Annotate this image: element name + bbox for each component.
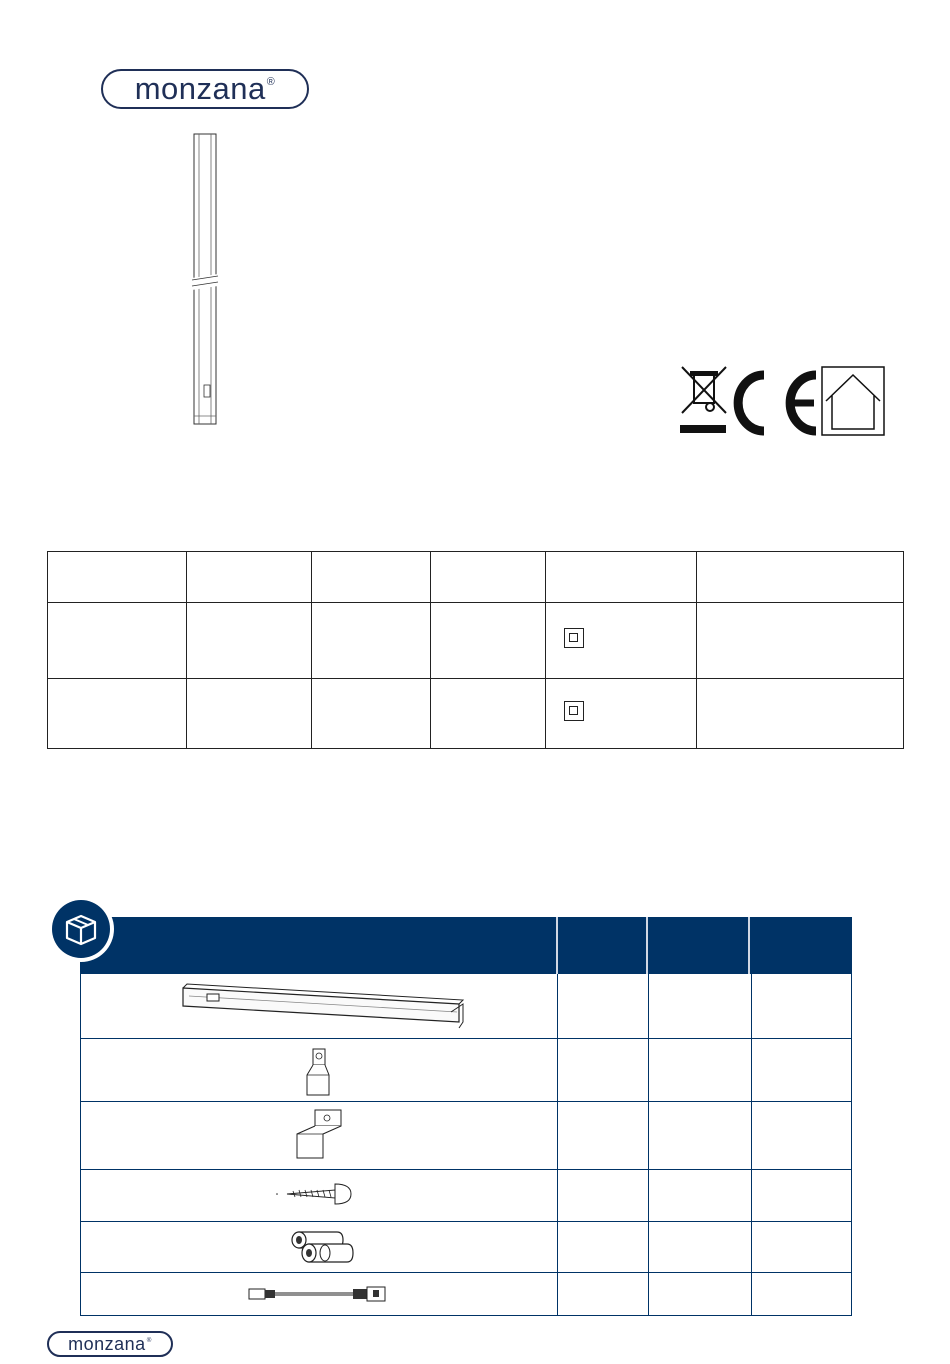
footer-brand-logo: [47, 1331, 173, 1357]
spec-row: [48, 603, 904, 679]
weee-icon: [680, 367, 726, 433]
class-ii-icon: [564, 701, 584, 721]
mounting-clip-small-icon: [305, 1045, 337, 1099]
spec-cell: [312, 603, 431, 679]
package-item-row: [80, 1222, 852, 1273]
screw-icon: [273, 1180, 353, 1210]
indoor-use-icon: [822, 367, 884, 435]
class-ii-icon: [564, 628, 584, 648]
package-contents-header: [80, 917, 852, 974]
footer-registered-mark: ®: [146, 1336, 152, 1344]
spec-cell: [187, 603, 312, 679]
spec-cell: [187, 679, 312, 749]
spec-cell: [546, 603, 697, 679]
mounting-clip-large-icon: [293, 1108, 353, 1162]
spec-header-row: [48, 552, 904, 603]
package-item-row: [80, 974, 852, 1039]
specification-table: [47, 551, 904, 749]
ce-mark-icon: [738, 375, 816, 431]
package-contents-badge: [48, 896, 114, 962]
package-item-row: [80, 1102, 852, 1170]
product-drawing: [188, 130, 228, 430]
package-item-row: [80, 1170, 852, 1222]
wall-plugs-icon: [285, 1226, 357, 1270]
certification-marks: [676, 365, 886, 437]
spec-cell: [697, 679, 904, 749]
box-icon: [62, 910, 100, 948]
led-bar-icon: [181, 982, 465, 1034]
spec-header-cell: [431, 552, 546, 603]
spec-header-cell: [312, 552, 431, 603]
spec-header-cell: [48, 552, 187, 603]
spec-cell: [312, 679, 431, 749]
package-item-row: [80, 1273, 852, 1316]
spec-cell: [431, 679, 546, 749]
package-item-row: [80, 1039, 852, 1102]
spec-row: [48, 679, 904, 749]
footer-brand-name: monzana: [68, 1333, 146, 1354]
spec-header-cell: [546, 552, 697, 603]
spec-cell: [546, 679, 697, 749]
brand-name: monzana: [134, 71, 266, 106]
brand-logo: [101, 69, 309, 109]
package-contents-table: [80, 917, 852, 1316]
spec-header-cell: [187, 552, 312, 603]
connector-cable-icon: [247, 1281, 389, 1307]
registered-mark: ®: [266, 76, 276, 88]
spec-header-cell: [697, 552, 904, 603]
spec-cell: [48, 679, 187, 749]
spec-cell: [697, 603, 904, 679]
spec-cell: [431, 603, 546, 679]
spec-cell: [48, 603, 187, 679]
